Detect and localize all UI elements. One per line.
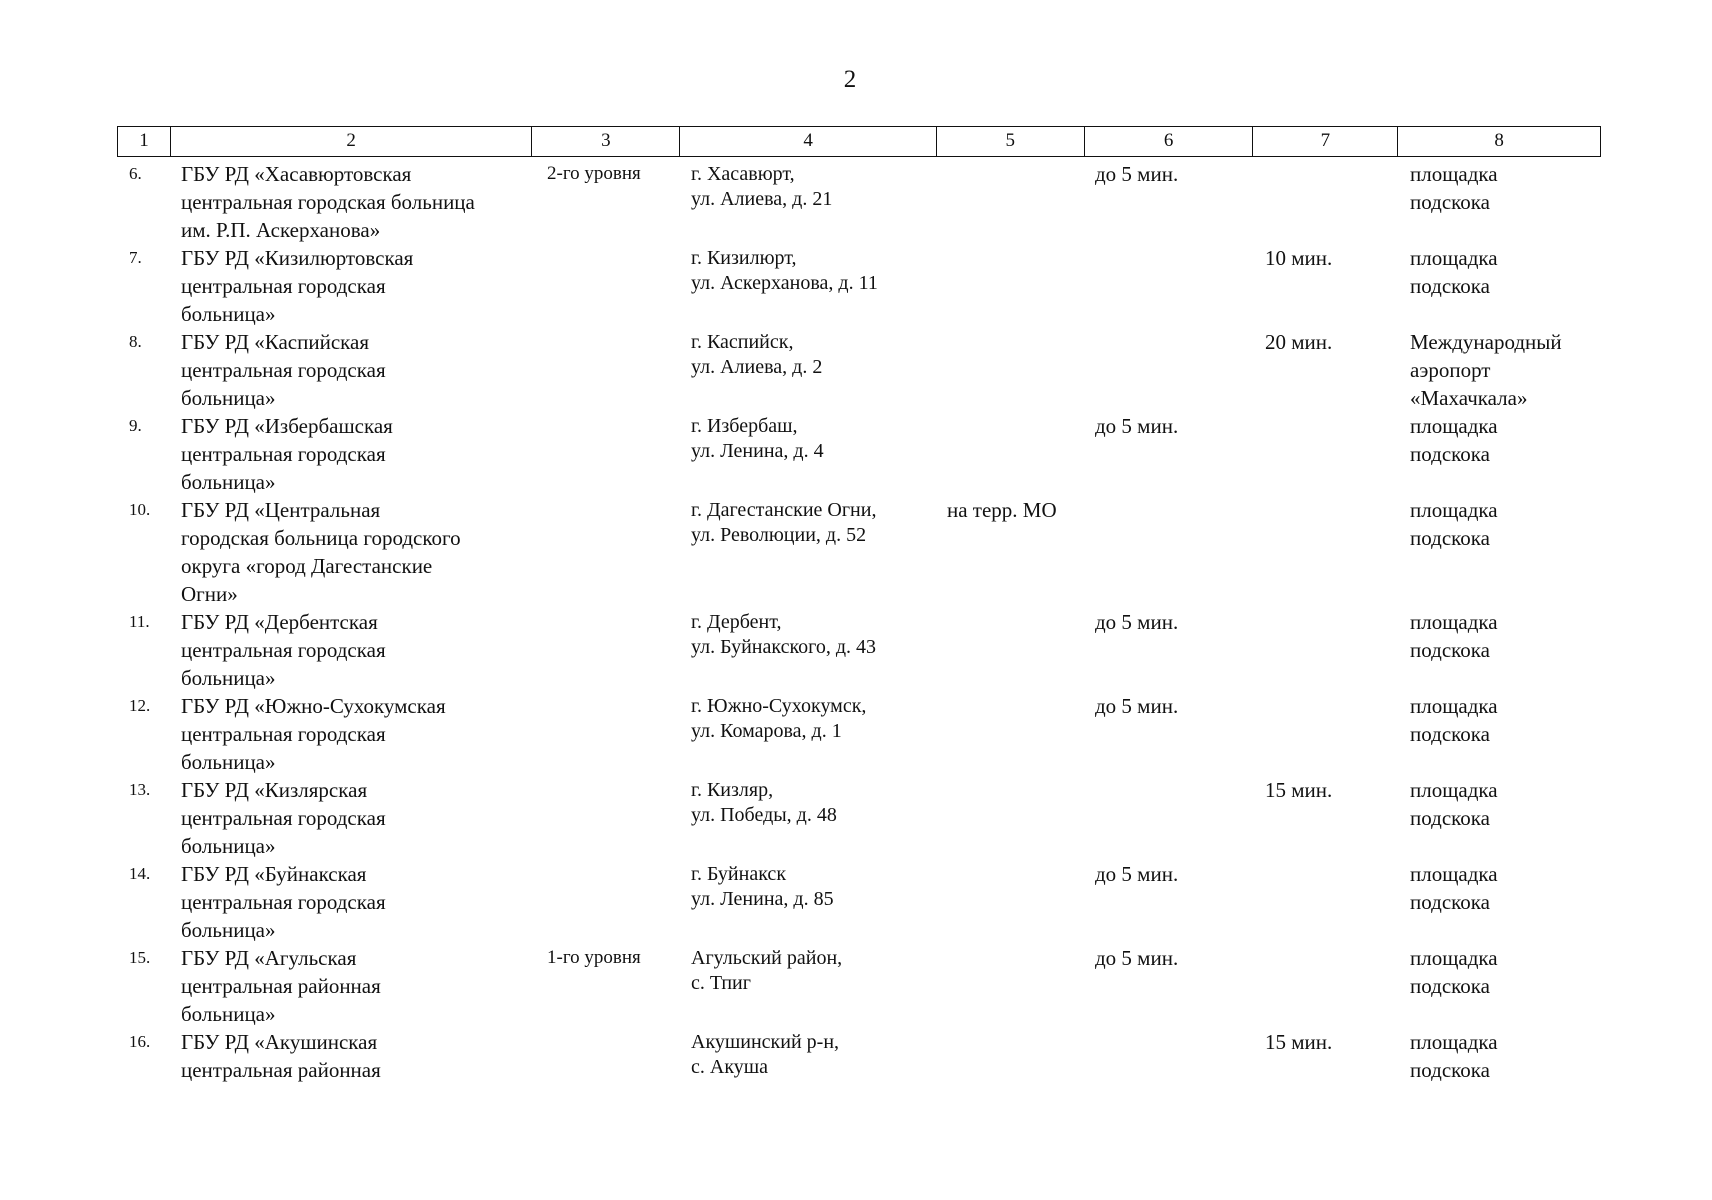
address-line: г. Буйнакск xyxy=(691,863,787,885)
level-cell: 1-го уровня xyxy=(547,947,641,968)
address-line: г. Кизилюрт, xyxy=(691,247,797,269)
site-line: площадка xyxy=(1410,694,1498,718)
address-cell xyxy=(680,776,937,860)
territory-cell xyxy=(937,776,1085,860)
site-line: аэропорт xyxy=(1410,358,1491,382)
address-line: ул. Ленина, д. 4 xyxy=(691,440,824,462)
landing-site-cell xyxy=(1399,328,1601,412)
name-line: центральная городская xyxy=(181,722,386,746)
name-line: центральная городская xyxy=(181,638,386,662)
name-line: ГБУ РД «Дербентская xyxy=(181,610,378,634)
address-line: с. Акуша xyxy=(691,1056,769,1078)
territory-cell xyxy=(937,328,1085,412)
time-col7-cell xyxy=(1254,860,1399,944)
header-cell-5: 5 xyxy=(937,127,1085,156)
landing-site-cell xyxy=(1399,944,1601,1028)
territory-cell xyxy=(937,944,1085,1028)
table-row xyxy=(117,692,1601,776)
address-cell xyxy=(680,692,937,776)
territory-cell: на терр. МО xyxy=(947,498,1057,522)
table-row xyxy=(117,412,1601,496)
table-row xyxy=(117,160,1601,244)
territory-cell xyxy=(937,412,1085,496)
row-number: 10. xyxy=(129,500,151,519)
row-number: 7. xyxy=(129,248,142,267)
name-line: ГБУ РД «Южно-Сухокумская xyxy=(181,694,446,718)
time-col7-cell xyxy=(1254,692,1399,776)
row-number: 15. xyxy=(129,948,151,967)
address-line: ул. Победы, д. 48 xyxy=(691,804,837,826)
time-col6-cell xyxy=(1085,496,1254,608)
site-line: подскока xyxy=(1410,526,1490,550)
row-number: 6. xyxy=(129,164,142,183)
header-cell-2: 2 xyxy=(171,127,533,156)
address-line: г. Хасавюрт, xyxy=(691,163,795,185)
table-header xyxy=(117,126,1601,157)
site-line: площадка xyxy=(1410,1030,1498,1054)
header-cell-7: 7 xyxy=(1253,127,1398,156)
time-col7-cell xyxy=(1254,412,1399,496)
time-col6-cell: до 5 мин. xyxy=(1095,862,1179,886)
address-cell xyxy=(680,328,937,412)
time-col6-cell: до 5 мин. xyxy=(1095,162,1179,186)
name-line: центральная городская xyxy=(181,806,386,830)
address-line: ул. Революции, д. 52 xyxy=(691,524,867,546)
time-col6-cell xyxy=(1085,328,1254,412)
time-col6-cell: до 5 мин. xyxy=(1095,694,1179,718)
address-line: Акушинский р-н, xyxy=(691,1031,840,1053)
address-line: г. Дербент, xyxy=(691,611,782,633)
site-line: площадка xyxy=(1410,610,1498,634)
name-line: Огни» xyxy=(181,582,238,606)
time-col7-cell: 20 мин. xyxy=(1265,330,1333,354)
site-line: Международный xyxy=(1410,330,1562,354)
time-col6-cell: до 5 мин. xyxy=(1095,946,1179,970)
site-line: подскока xyxy=(1410,190,1490,214)
time-col7-cell xyxy=(1254,944,1399,1028)
address-line: г. Избербаш, xyxy=(691,415,798,437)
name-line: ГБУ РД «Акушинская xyxy=(181,1030,378,1054)
name-line: больница» xyxy=(181,302,276,326)
header-cell-3: 3 xyxy=(532,127,680,156)
header-cell-4: 4 xyxy=(680,127,937,156)
table-row xyxy=(117,776,1601,860)
name-line: больница» xyxy=(181,750,276,774)
hospital-name xyxy=(170,328,532,412)
name-line: ГБУ РД «Хасавюртовская xyxy=(181,162,412,186)
level-cell xyxy=(532,1028,680,1084)
name-line: больница» xyxy=(181,470,276,494)
hospital-name xyxy=(170,776,532,860)
table-row xyxy=(117,860,1601,944)
level-cell xyxy=(532,412,680,496)
time-col6-cell xyxy=(1085,776,1254,860)
row-number: 14. xyxy=(129,864,151,883)
table-row xyxy=(117,608,1601,692)
address-line: г. Кизляр, xyxy=(691,779,774,801)
landing-site-cell xyxy=(1399,692,1601,776)
hospital-name xyxy=(170,412,532,496)
level-cell xyxy=(532,692,680,776)
address-line: ул. Ленина, д. 85 xyxy=(691,888,834,910)
time-col7-cell: 15 мин. xyxy=(1265,778,1333,802)
row-number: 8. xyxy=(129,332,142,351)
site-line: площадка xyxy=(1410,246,1498,270)
level-cell xyxy=(532,860,680,944)
landing-site-cell xyxy=(1399,496,1601,608)
level-cell: 2-го уровня xyxy=(547,163,641,184)
table-row xyxy=(117,1028,1601,1084)
name-line: ГБУ РД «Каспийская xyxy=(181,330,370,354)
row-number: 11. xyxy=(129,612,150,631)
name-line: ГБУ РД «Избербашская xyxy=(181,414,393,438)
name-line: центральная городская xyxy=(181,442,386,466)
site-line: площадка xyxy=(1410,862,1498,886)
address-line: ул. Алиева, д. 21 xyxy=(691,188,833,210)
name-line: округа «город Дагестанские xyxy=(181,554,433,578)
address-cell xyxy=(680,1028,937,1084)
name-line: ГБУ РД «Кизилюртовская xyxy=(181,246,414,270)
name-line: центральная городская xyxy=(181,890,386,914)
site-line: подскока xyxy=(1410,890,1490,914)
site-line: площадка xyxy=(1410,778,1498,802)
table-row xyxy=(117,496,1601,608)
landing-site-cell xyxy=(1399,1028,1601,1084)
address-cell xyxy=(680,412,937,496)
hospital-name xyxy=(170,1028,532,1084)
name-line: больница» xyxy=(181,918,276,942)
address-line: г. Дагестанские Огни, xyxy=(691,499,877,521)
site-line: площадка xyxy=(1410,162,1498,186)
hospital-name xyxy=(170,244,532,328)
hospital-name xyxy=(170,944,532,1028)
landing-site-cell xyxy=(1399,608,1601,692)
time-col7-cell: 15 мин. xyxy=(1265,1030,1333,1054)
hospital-name xyxy=(170,860,532,944)
row-number: 16. xyxy=(129,1032,151,1051)
site-line: площадка xyxy=(1410,946,1498,970)
time-col7-cell: 10 мин. xyxy=(1265,246,1333,270)
address-line: с. Тпиг xyxy=(691,972,751,994)
territory-cell xyxy=(937,160,1085,244)
name-line: им. Р.П. Аскерханова» xyxy=(181,218,381,242)
name-line: ГБУ РД «Центральная xyxy=(181,498,381,522)
name-line: центральная районная xyxy=(181,1058,381,1082)
level-cell xyxy=(532,608,680,692)
site-line: подскока xyxy=(1410,722,1490,746)
level-cell xyxy=(532,328,680,412)
time-col6-cell: до 5 мин. xyxy=(1095,610,1179,634)
address-line: ул. Буйнакского, д. 43 xyxy=(691,636,877,658)
name-line: больница» xyxy=(181,1002,276,1026)
header-cell-1: 1 xyxy=(118,127,171,156)
hospital-name xyxy=(170,160,532,244)
landing-site-cell xyxy=(1399,412,1601,496)
hospital-name xyxy=(170,496,532,608)
landing-site-cell xyxy=(1399,776,1601,860)
name-line: центральная районная xyxy=(181,974,381,998)
territory-cell xyxy=(937,608,1085,692)
site-line: подскока xyxy=(1410,274,1490,298)
table-row xyxy=(117,244,1601,328)
address-line: г. Каспийск, xyxy=(691,331,794,353)
landing-site-cell xyxy=(1399,160,1601,244)
row-number: 12. xyxy=(129,696,151,715)
header-cell-8: 8 xyxy=(1494,130,1504,151)
site-line: площадка xyxy=(1410,414,1498,438)
row-number: 13. xyxy=(129,780,151,799)
site-line: площадка xyxy=(1410,498,1498,522)
site-line: подскока xyxy=(1410,442,1490,466)
site-line: «Махачкала» xyxy=(1410,386,1528,410)
time-col6-cell: до 5 мин. xyxy=(1095,414,1179,438)
address-line: ул. Алиева, д. 2 xyxy=(691,356,823,378)
landing-site-cell xyxy=(1399,244,1601,328)
level-cell xyxy=(532,496,680,608)
row-number: 9. xyxy=(129,416,142,435)
address-line: Агульский район, xyxy=(691,947,843,969)
name-line: ГБУ РД «Кизлярская xyxy=(181,778,368,802)
name-line: ГБУ РД «Агульская xyxy=(181,946,357,970)
address-cell xyxy=(680,860,937,944)
header-cell-6: 6 xyxy=(1085,127,1254,156)
name-line: больница» xyxy=(181,834,276,858)
time-col6-cell xyxy=(1085,244,1254,328)
site-line: подскока xyxy=(1410,806,1490,830)
name-line: ГБУ РД «Буйнакская xyxy=(181,862,367,886)
address-cell xyxy=(680,160,937,244)
time-col6-cell xyxy=(1085,1028,1254,1084)
time-col7-cell xyxy=(1254,160,1399,244)
level-cell xyxy=(532,776,680,860)
table-row xyxy=(117,328,1601,412)
site-line: подскока xyxy=(1410,974,1490,998)
territory-cell xyxy=(937,692,1085,776)
hospital-name xyxy=(170,692,532,776)
landing-site-cell xyxy=(1399,860,1601,944)
name-line: больница» xyxy=(181,386,276,410)
territory-cell xyxy=(937,860,1085,944)
time-col7-cell xyxy=(1254,496,1399,608)
site-line: подскока xyxy=(1410,638,1490,662)
address-cell xyxy=(680,496,937,608)
time-col7-cell xyxy=(1254,608,1399,692)
hospital-name xyxy=(170,608,532,692)
site-line: подскока xyxy=(1410,1058,1490,1082)
name-line: центральная городская больница xyxy=(181,190,475,214)
territory-cell xyxy=(937,244,1085,328)
name-line: больница» xyxy=(181,666,276,690)
page-number: 2 xyxy=(843,66,857,93)
address-cell xyxy=(680,944,937,1028)
name-line: городская больница городского xyxy=(181,526,461,550)
level-cell xyxy=(532,244,680,328)
name-line: центральная городская xyxy=(181,274,386,298)
name-line: центральная городская xyxy=(181,358,386,382)
address-cell xyxy=(680,244,937,328)
address-line: ул. Аскерханова, д. 11 xyxy=(691,272,878,294)
address-line: г. Южно-Сухокумск, xyxy=(691,695,867,717)
territory-cell xyxy=(937,1028,1085,1084)
address-line: ул. Комарова, д. 1 xyxy=(691,720,842,742)
table-row xyxy=(117,944,1601,1028)
address-cell xyxy=(680,608,937,692)
